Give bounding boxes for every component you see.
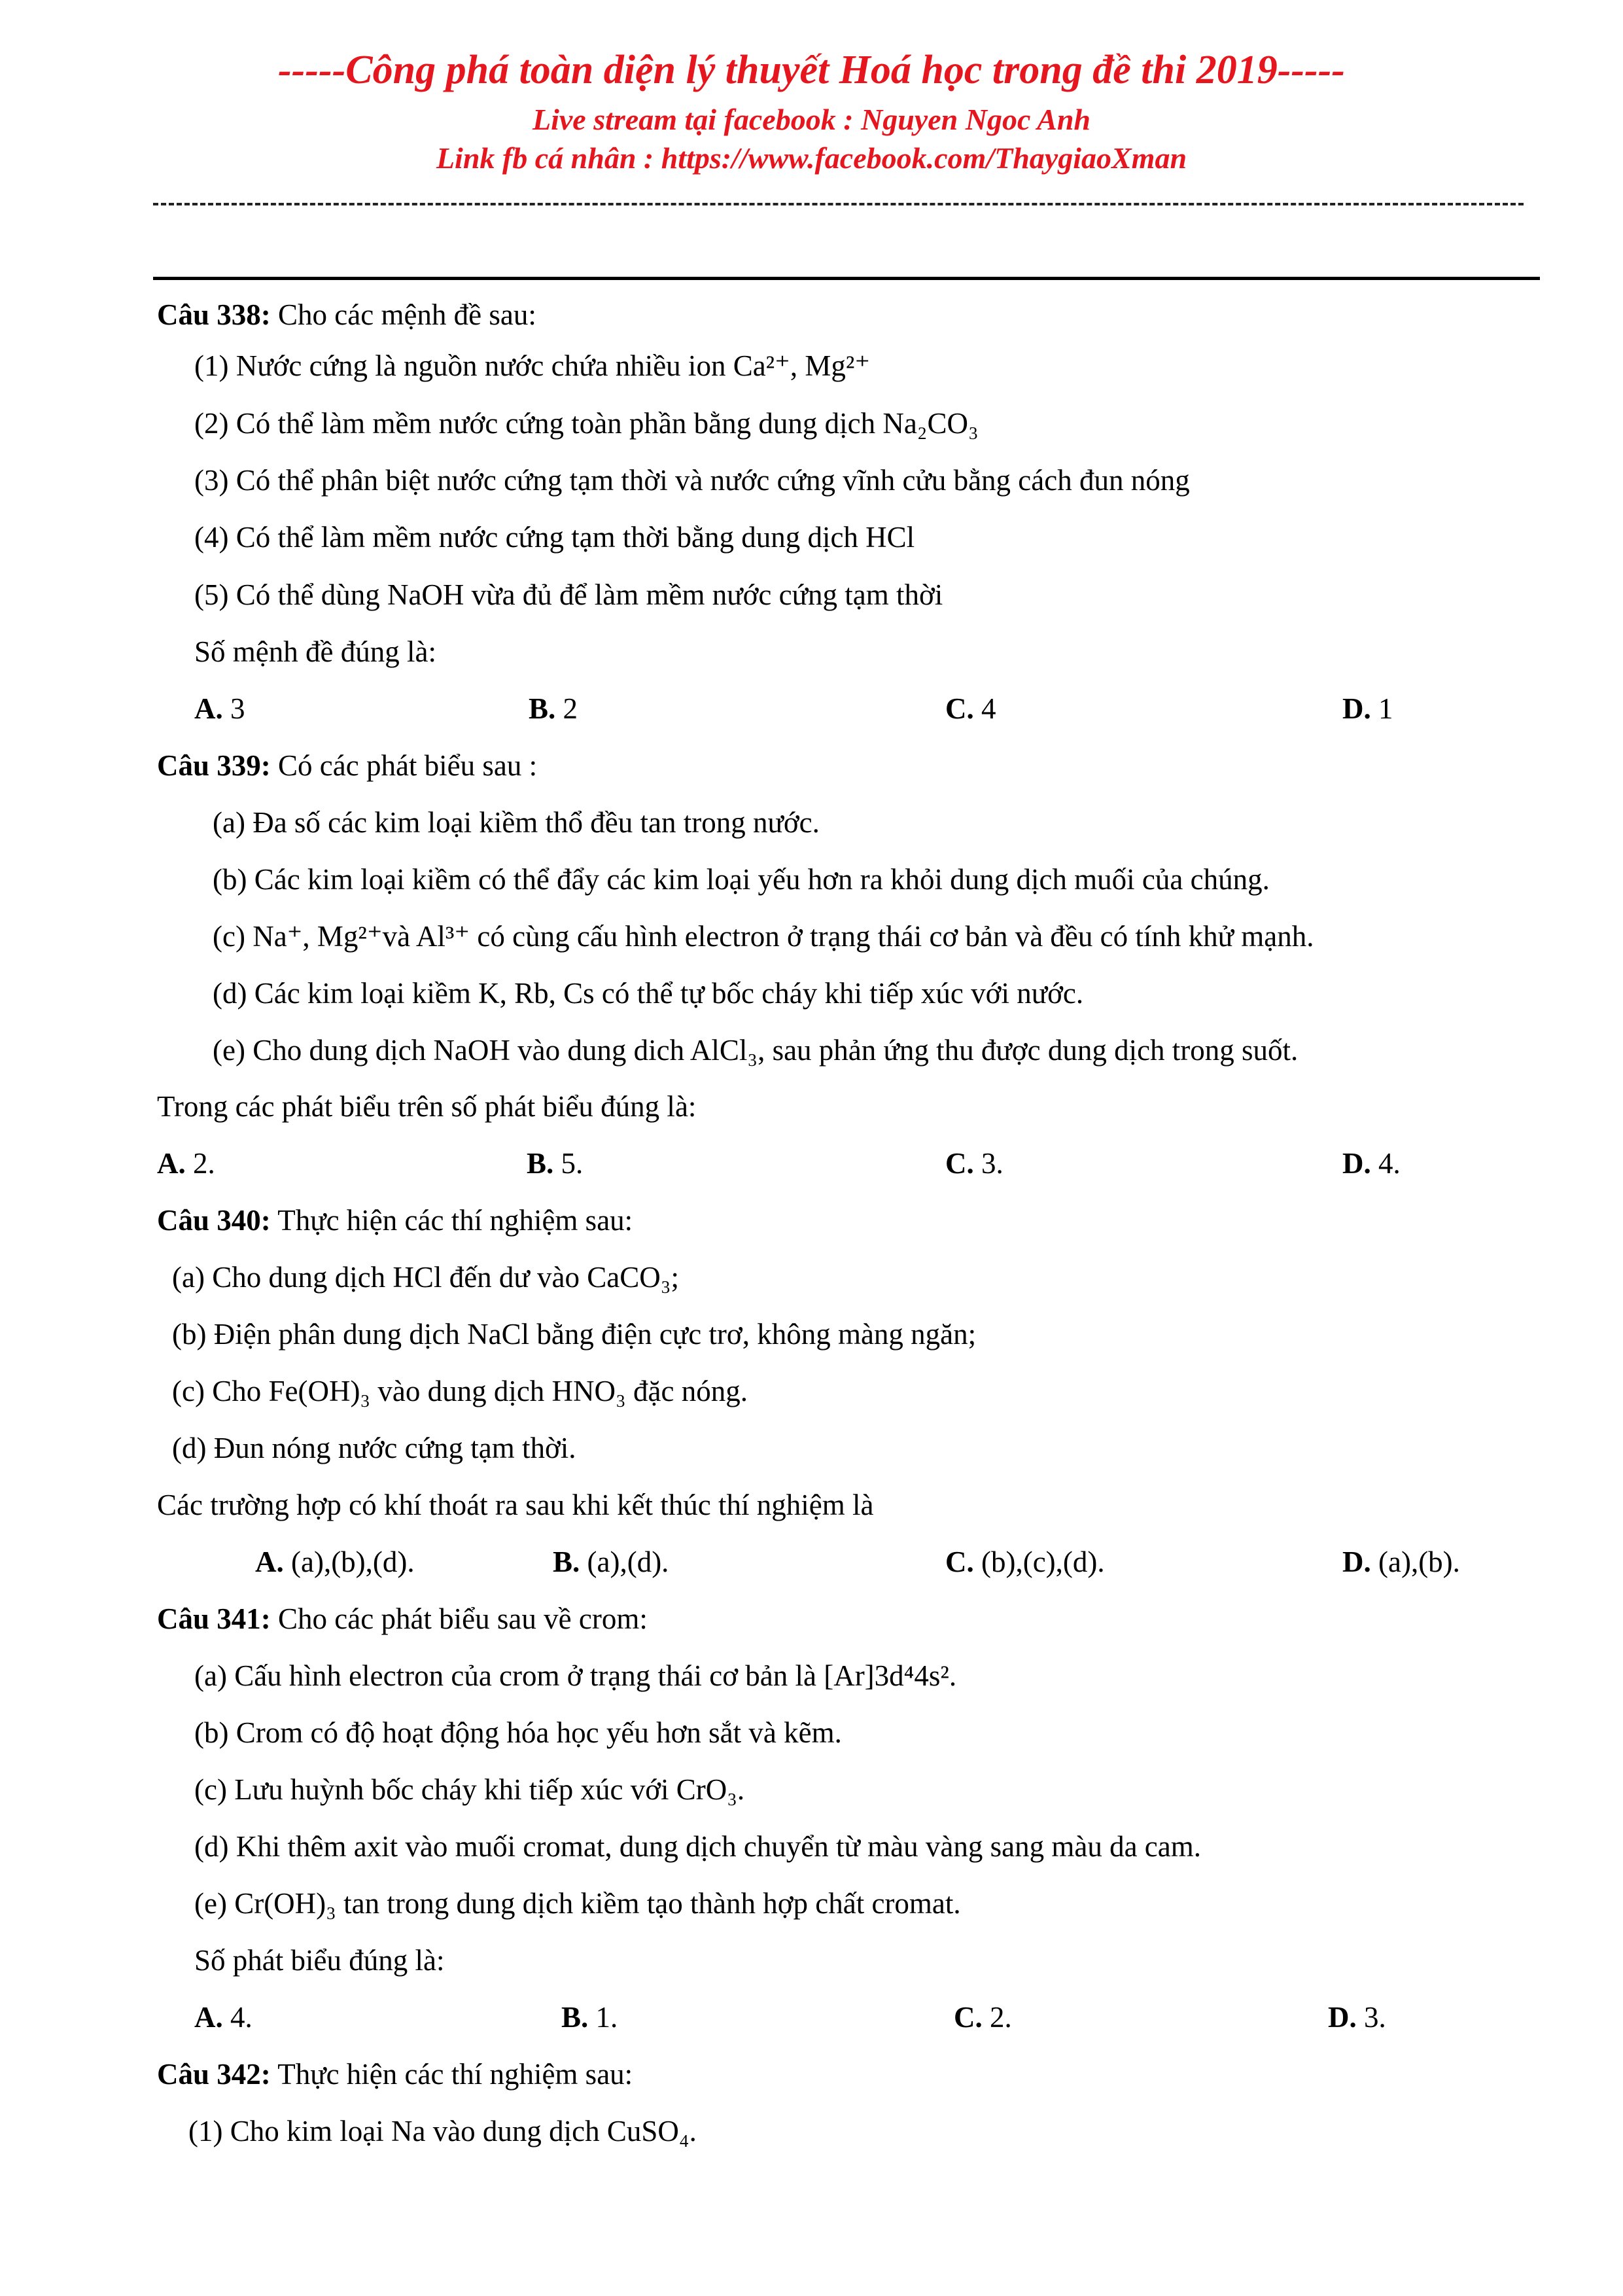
question-338-heading bbox=[157, 300, 536, 330]
q339-option-d[interactable]: D. 4. bbox=[1342, 1147, 1401, 1180]
q341-statement-a: (a) Cấu hình electron của crom ở trạng thái cơ bản là [Ar]3d⁴4s². bbox=[194, 1659, 957, 1692]
q338-option-c[interactable]: C. 4 bbox=[945, 692, 996, 725]
header-title: -----Công phá toàn diện lý thuyết Hoá học trong đề thi 2019----- bbox=[278, 48, 1345, 92]
header-live-stream: Live stream tại facebook : Nguyen Ngoc Anh bbox=[532, 103, 1091, 136]
q340-statement-c: (c) Cho Fe(OH)₃ vào dung dịch HNO₃ đặc nóng. bbox=[172, 1375, 748, 1407]
q340-statement-a: (a) Cho dung dịch HCl đến dư vào CaCO₃; bbox=[172, 1261, 679, 1294]
question-stem: Cho các phát biểu sau về crom: bbox=[278, 1602, 648, 1635]
q339-option-c[interactable]: C. 3. bbox=[945, 1147, 1003, 1180]
question-340-heading bbox=[157, 1206, 633, 1235]
question-label: Câu 342: bbox=[157, 2058, 271, 2091]
q340-option-d[interactable]: D. (a),(b). bbox=[1342, 1545, 1460, 1578]
solid-divider bbox=[153, 277, 1540, 280]
question-342-heading bbox=[157, 2060, 633, 2089]
question-stem: Cho các mệnh đề sau: bbox=[278, 298, 536, 331]
q340-statement-d: (d) Đun nóng nước cứng tạm thời. bbox=[172, 1432, 576, 1464]
q341-statement-c: (c) Lưu huỳnh bốc cháy khi tiếp xúc với CrO₃. bbox=[194, 1773, 745, 1806]
q338-statement-4: (4) Có thể làm mềm nước cứng tạm thời bằng dung dịch HCl bbox=[194, 521, 915, 554]
question-339-heading bbox=[157, 751, 537, 781]
q338-statement-2: (2) Có thể làm mềm nước cứng toàn phần bằng dung dịch Na₂CO₃ bbox=[194, 407, 979, 440]
q338-option-b[interactable]: B. 2 bbox=[529, 692, 578, 725]
header-facebook-link[interactable]: Link fb cá nhân : https://www.facebook.com/ThaygiaoXman bbox=[436, 141, 1187, 175]
q341-statement-b: (b) Crom có độ hoạt động hóa học yếu hơn sắt và kẽm. bbox=[194, 1716, 842, 1749]
question-stem: Thực hiện các thí nghiệm sau: bbox=[277, 2058, 633, 2091]
q338-option-d[interactable]: D. 1 bbox=[1342, 692, 1393, 725]
q340-statement-b: (b) Điện phân dung dịch NaCl bằng điện cực trơ, không màng ngăn; bbox=[172, 1318, 977, 1351]
q341-option-d[interactable]: D. 3. bbox=[1328, 2001, 1386, 2034]
q339-statement-d: (d) Các kim loại kiềm K, Rb, Cs có thể tự bốc cháy khi tiếp xúc với nước. bbox=[213, 977, 1084, 1010]
q338-question: Số mệnh đề đúng là: bbox=[194, 635, 436, 668]
q338-statement-1: (1) Nước cứng là nguồn nước chứa nhiều ion Ca²⁺, Mg²⁺ bbox=[194, 349, 871, 382]
q341-question: Số phát biểu đúng là: bbox=[194, 1944, 445, 1977]
question-stem: Thực hiện các thí nghiệm sau: bbox=[277, 1204, 633, 1237]
q339-statement-e: (e) Cho dung dịch NaOH vào dung dich AlCl₃, sau phản ứng thu được dung dịch trong suốt. bbox=[213, 1034, 1299, 1067]
q341-statement-d: (d) Khi thêm axit vào muối cromat, dung dịch chuyển từ màu vàng sang màu da cam. bbox=[194, 1830, 1201, 1863]
q340-question: Các trường hợp có khí thoát ra sau khi kết thúc thí nghiệm là bbox=[157, 1489, 874, 1521]
question-label: Câu 338: bbox=[157, 298, 271, 331]
q340-option-a[interactable]: A. (a),(b),(d). bbox=[255, 1545, 415, 1578]
q341-statement-e: (e) Cr(OH)₃ tan trong dung dịch kiềm tạo thành hợp chất cromat. bbox=[194, 1887, 961, 1920]
q339-statement-a: (a) Đa số các kim loại kiềm thổ đều tan trong nước. bbox=[213, 806, 820, 839]
q339-statement-c: (c) Na⁺, Mg²⁺và Al³⁺ có cùng cấu hình electron ở trạng thái cơ bản và đều có tính khử mạnh. bbox=[213, 920, 1314, 953]
question-label: Câu 339: bbox=[157, 749, 271, 782]
q340-option-c[interactable]: C. (b),(c),(d). bbox=[945, 1545, 1105, 1578]
question-label: Câu 341: bbox=[157, 1602, 271, 1635]
q338-statement-5: (5) Có thể dùng NaOH vừa đủ để làm mềm nước cứng tạm thời bbox=[194, 578, 943, 611]
question-label: Câu 340: bbox=[157, 1204, 271, 1237]
q341-option-a[interactable]: A. 4. bbox=[194, 2001, 253, 2034]
q338-option-a[interactable]: A. 3 bbox=[194, 692, 245, 725]
q339-option-a[interactable]: A. 2. bbox=[157, 1147, 215, 1180]
question-341-heading bbox=[157, 1604, 648, 1634]
q339-option-b[interactable]: B. 5. bbox=[527, 1147, 584, 1180]
q342-statement-1: (1) Cho kim loại Na vào dung dịch CuSO₄. bbox=[188, 2115, 697, 2147]
q341-option-c[interactable]: C. 2. bbox=[954, 2001, 1012, 2034]
q339-statement-b: (b) Các kim loại kiềm có thể đẩy các kim loại yếu hơn ra khỏi dung dịch muối của chúng. bbox=[213, 863, 1270, 896]
q338-statement-3: (3) Có thể phân biệt nước cứng tạm thời và nước cứng vĩnh cửu bằng cách đun nóng bbox=[194, 464, 1190, 497]
dashed-divider bbox=[153, 203, 1524, 205]
q341-option-b[interactable]: B. 1. bbox=[561, 2001, 618, 2034]
q339-question: Trong các phát biểu trên số phát biểu đúng là: bbox=[157, 1090, 697, 1123]
q340-option-b[interactable]: B. (a),(d). bbox=[553, 1545, 669, 1578]
question-stem: Có các phát biểu sau : bbox=[278, 749, 538, 782]
